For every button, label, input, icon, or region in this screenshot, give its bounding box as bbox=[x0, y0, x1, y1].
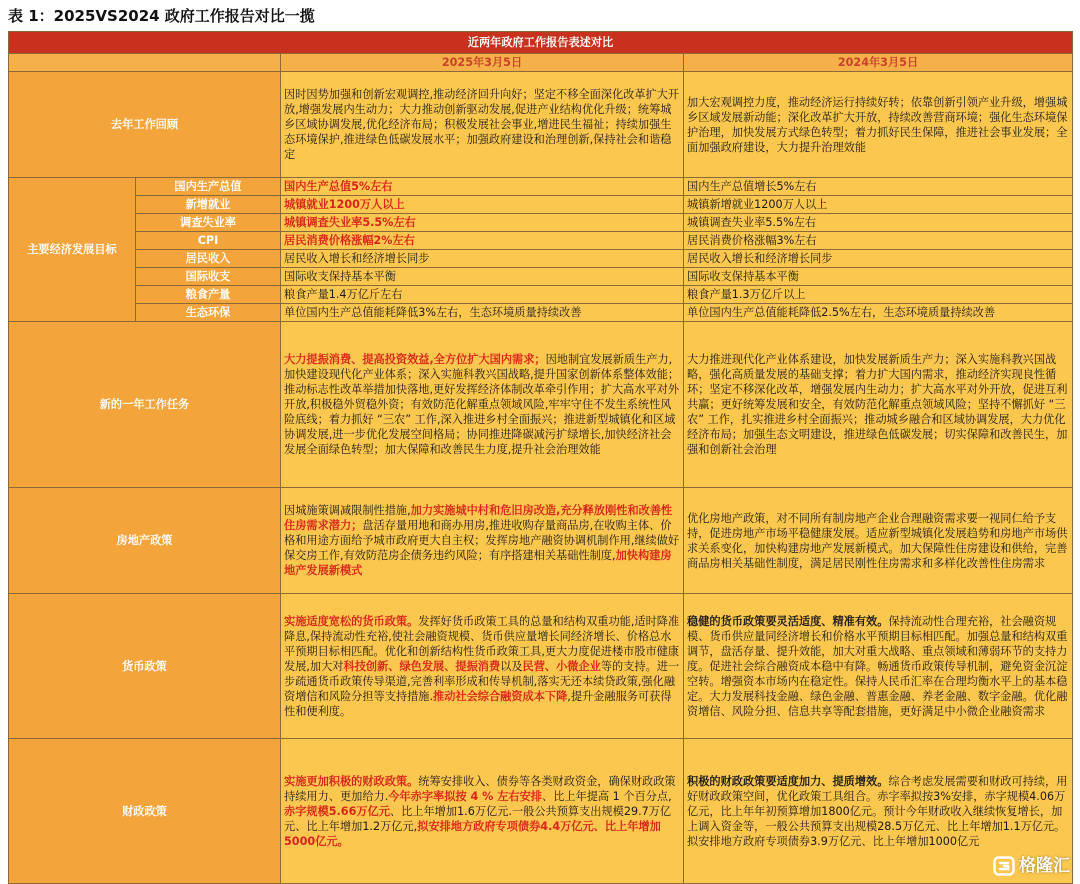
label-review: 去年工作回顾 bbox=[9, 72, 281, 178]
tasks-2025-text: 因地制宜发展新质生产力,加快建设现代化产业体系；深入实施科教兴国战略,提升国家创新体系整体效能；推动标志性改革举措加快落地,更好发挥经济体制改革牵引作用；扩大高水平对外开放,积极稳外贸稳外资；有效防范化解重点领域风险,牢牢守住不发生系统性风险底线；着力抓好 “三农” 工作,深入推进乡村全面振兴；推进新型城镇化和区域协调发展,进一步优化发展空间格局；协同推进降碳减污扩绿增长,加快经济社会发展全面绿色转型；加大保障和改善民生力度,提升社会治理效能 bbox=[284, 353, 680, 456]
row-monetary bbox=[9, 594, 1073, 739]
target-row bbox=[9, 178, 1073, 196]
fiscal-2025-text-3: 、比上年增加1.6万亿元.一般公共预算支出规模29.7万亿元、比上年增加1.2万亿元, bbox=[284, 804, 672, 833]
property-2025-highlight-1: 加力实施城中村和危旧房改造,充分释放刚性和改善性住房需求潜力； bbox=[284, 504, 673, 532]
target-row bbox=[9, 214, 1073, 232]
row-tasks bbox=[9, 322, 1073, 488]
review-2025: 因时因势加强和创新宏观调控,推动经济回升向好；坚定不移全面深化改革扩大开放,增强发展内生动力；大力推动创新驱动发展,促进产业结构优化升级；统筹城乡区域协调发展,优化经济布局；积极发展社会事业,增进民生福祉；持续加强生态环境保护,推进绿色低碳发展水平；加强政府建设和治理创新,保持社会和谐稳定 bbox=[281, 72, 684, 178]
target-2025: 居民收入增长和经济增长同步 bbox=[281, 250, 684, 268]
target-2025: 粮食产量1.4万亿斤左右 bbox=[281, 286, 684, 304]
target-2025: 国际收支保持基本平衡 bbox=[281, 268, 684, 286]
target-row bbox=[9, 286, 1073, 304]
monetary-2024-text: 保持流动性合理充裕，社会融资规模、货币供应量同经济增长和价格水平预期目标相匹配。加强总量和结构双重调节，盘活存量、提升效能，加大对重大战略、重点领域和薄弱环节的支持力度。促进社会综合融资成本稳中有降。畅通货币政策传导机制，避免资金沉淀空转。增强资本市场内在稳定性。保持人民币汇率在合理均衡水平上的基本稳定。大力发展科技金融、绿色金融、普惠金融、养老金融、数字金融。优化融资增信、风险分担、信息共享等配套措施，更好满足中小微企业融资需求 bbox=[687, 614, 1068, 718]
fiscal-2025-highlight-4: 拟安排地方政府专项债券4.4万亿元、比上年增加5000亿元。 bbox=[284, 819, 661, 848]
monetary-2025-text-4: ,提升金融服务可获得性和便利度。 bbox=[284, 689, 672, 718]
column-header-2025: 2025年3月5日 bbox=[281, 54, 684, 72]
target-name: CPI bbox=[136, 232, 281, 250]
target-2024: 国际收支保持基本平衡 bbox=[684, 268, 1073, 286]
fiscal-2025-text-1: 统筹安排收入、债券等各类财政资金，确保财政政策持续用力、更加给力. bbox=[284, 774, 676, 803]
monetary-2024 bbox=[684, 594, 1073, 739]
property-2025-highlight-2: 加快构建房地产发展新模式 bbox=[284, 549, 672, 577]
target-2025: 居民消费价格涨幅2%左右 bbox=[281, 232, 684, 250]
monetary-2025-highlight-1: 实施适度宽松的货币政策。 bbox=[284, 614, 419, 628]
monetary-2025-text-2: 以及 bbox=[500, 659, 523, 673]
tasks-2025 bbox=[281, 322, 684, 488]
target-name: 新增就业 bbox=[136, 196, 281, 214]
row-fiscal bbox=[9, 739, 1073, 884]
fiscal-2025 bbox=[281, 739, 684, 884]
table-banner: 近两年政府工作报告表述对比 bbox=[9, 32, 1073, 54]
monetary-2025-highlight-3: 民营、小微企业 bbox=[522, 659, 601, 673]
monetary-2024-lead: 稳健的货币政策要灵活适度、精准有效。 bbox=[687, 614, 889, 628]
label-fiscal: 财政政策 bbox=[9, 739, 281, 884]
target-2024: 城镇新增就业1200万人以上 bbox=[684, 196, 1073, 214]
target-2025: 单位国内生产总值能耗降低3%左右，生态环境质量持续改善 bbox=[281, 304, 684, 322]
target-name: 国际收支 bbox=[136, 268, 281, 286]
target-2024: 单位国内生产总值能耗降低2.5%左右，生态环境质量持续改善 bbox=[684, 304, 1073, 322]
property-2024: 优化房地产政策，对不同所有制房地产企业合理融资需求要一视同仁给予支持，促进房地产市场平稳健康发展。适应新型城镇化发展趋势和房地产市场供求关系变化，加快构建房地产发展新模式。加大保障性住房建设和供给，完善商品房相关基础性制度，满足居民刚性住房需求和多样化改善性住房需求 bbox=[684, 488, 1073, 594]
header-blank bbox=[9, 54, 281, 72]
label-targets: 主要经济发展目标 bbox=[9, 178, 136, 322]
target-2024: 居民消费价格涨幅3%左右 bbox=[684, 232, 1073, 250]
fiscal-2025-highlight-2: 今年赤字率拟按 4 % 左右安排 bbox=[388, 789, 542, 803]
row-property bbox=[9, 488, 1073, 594]
target-name: 调查失业率 bbox=[136, 214, 281, 232]
fiscal-2025-highlight-1: 实施更加积极的财政政策。 bbox=[284, 774, 419, 788]
fiscal-2025-text-2: 、比上年提高 1 个百分点, bbox=[542, 789, 672, 803]
target-2025: 城镇调查失业率5.5%左右 bbox=[281, 214, 684, 232]
watermark-text: 格隆汇 bbox=[1019, 856, 1070, 876]
watermark bbox=[993, 855, 1070, 877]
target-2024: 居民收入增长和经济增长同步 bbox=[684, 250, 1073, 268]
target-row bbox=[9, 250, 1073, 268]
target-row bbox=[9, 268, 1073, 286]
label-monetary: 货币政策 bbox=[9, 594, 281, 739]
property-2025 bbox=[281, 488, 684, 594]
target-name: 居民收入 bbox=[136, 250, 281, 268]
target-2024: 国内生产总值增长5%左右 bbox=[684, 178, 1073, 196]
header-row bbox=[9, 54, 1073, 72]
fiscal-2024-text: 综合考虑发展需要和财政可持续，用好财政政策空间，优化政策工具组合。赤字率拟按3%安排，赤字规模4.06万亿元，比上年年初预算增加1800亿元。预计今年财政收入继续恢复增长，加上调入资金等，一般公共预算支出规模28.5万亿元、比上年增加1.1万亿元。拟安排地方政府专项债券3.9万亿元、比上年增加1000亿元 bbox=[687, 774, 1068, 848]
watermark-logo-icon bbox=[993, 856, 1015, 876]
property-2025-text-2: 盘活存量用地和商办用房,推进收购存量商品房,在收购主体、价格和用途方面给予城市政府更大自主权；发挥房地产融资协调机制作用,继续做好保交房工作,有效防范房企债务违约风险；有序搭建相关基础性制度, bbox=[284, 519, 680, 562]
target-row bbox=[9, 304, 1073, 322]
tasks-2024: 大力推进现代化产业体系建设，加快发展新质生产力；深入实施科教兴国战略，强化高质量发展的基础支撑；着力扩大国内需求，推动经济实现良性循环；坚定不移深化改革，增强发展内生动力；扩大高水平对外开放，促进互利共赢；更好统筹发展和安全，有效防范化解重点领域风险；坚持不懈抓好 “三农” 工作，扎实推进乡村全面振兴；推动城乡融合和区域协调发展，大力优化经济布局；加强生态文明建设，推进绿色低碳发展；切实保障和改善民生，加强和创新社会治理 bbox=[684, 322, 1073, 488]
table-caption: 表 1：2025VS2024 政府工作报告对比一揽 bbox=[8, 7, 315, 25]
banner-row bbox=[9, 32, 1073, 54]
label-tasks: 新的一年工作任务 bbox=[9, 322, 281, 488]
target-name: 生态环保 bbox=[136, 304, 281, 322]
monetary-2025-text-1: 发挥好货币政策工具的总量和结构双重功能,适时降准降息,保持流动性充裕,使社会融资规模、货币供应量增长同经济增长、价格总水平预期目标相匹配。优化和创新结构性货币政策工具,更大力度促进楼市股市健康发展,加大对 bbox=[284, 614, 680, 673]
monetary-2025-highlight-2: 科技创新、绿色发展、提振消费 bbox=[343, 659, 501, 673]
row-review bbox=[9, 72, 1073, 178]
monetary-2025-text-3: 等的支持。进一步疏通货币政策传导渠道,完善利率形成和传导机制,落实无还本续贷政策,强化融资增信和风险分担等支持措施. bbox=[284, 659, 680, 703]
label-property: 房地产政策 bbox=[9, 488, 281, 594]
target-2024: 粮食产量1.3万亿斤以上 bbox=[684, 286, 1073, 304]
target-name: 国内生产总值 bbox=[136, 178, 281, 196]
target-2025: 国内生产总值5%左右 bbox=[281, 178, 684, 196]
tasks-2025-highlight: 大力提振消费、提高投资效益,全方位扩大国内需求； bbox=[284, 353, 546, 366]
comparison-table bbox=[8, 31, 1073, 884]
target-name: 粮食产量 bbox=[136, 286, 281, 304]
target-row bbox=[9, 232, 1073, 250]
property-2025-text-1: 因城施策调减限制性措施, bbox=[284, 504, 411, 517]
monetary-2025-highlight-4: 推动社会综合融资成本下降 bbox=[433, 689, 568, 703]
fiscal-2025-highlight-3: 赤字规模5.66万亿元 bbox=[284, 804, 390, 818]
target-row bbox=[9, 196, 1073, 214]
review-2024: 加大宏观调控力度，推动经济运行持续好转；依靠创新引领产业升级，增强城乡区域发展新动能；深化改革扩大开放，持续改善营商环境；强化生态环境保护治理，加快发展方式绿色转型；着力抓好民生保障，推进社会事业发展；全面加强政府建设，大力提升治理效能 bbox=[684, 72, 1073, 178]
target-2025: 城镇就业1200万人以上 bbox=[281, 196, 684, 214]
target-2024: 城镇调查失业率5.5%左右 bbox=[684, 214, 1073, 232]
column-header-2024: 2024年3月5日 bbox=[684, 54, 1073, 72]
fiscal-2024-lead: 积极的财政政策要适度加力、提质增效。 bbox=[687, 774, 889, 788]
monetary-2025 bbox=[281, 594, 684, 739]
